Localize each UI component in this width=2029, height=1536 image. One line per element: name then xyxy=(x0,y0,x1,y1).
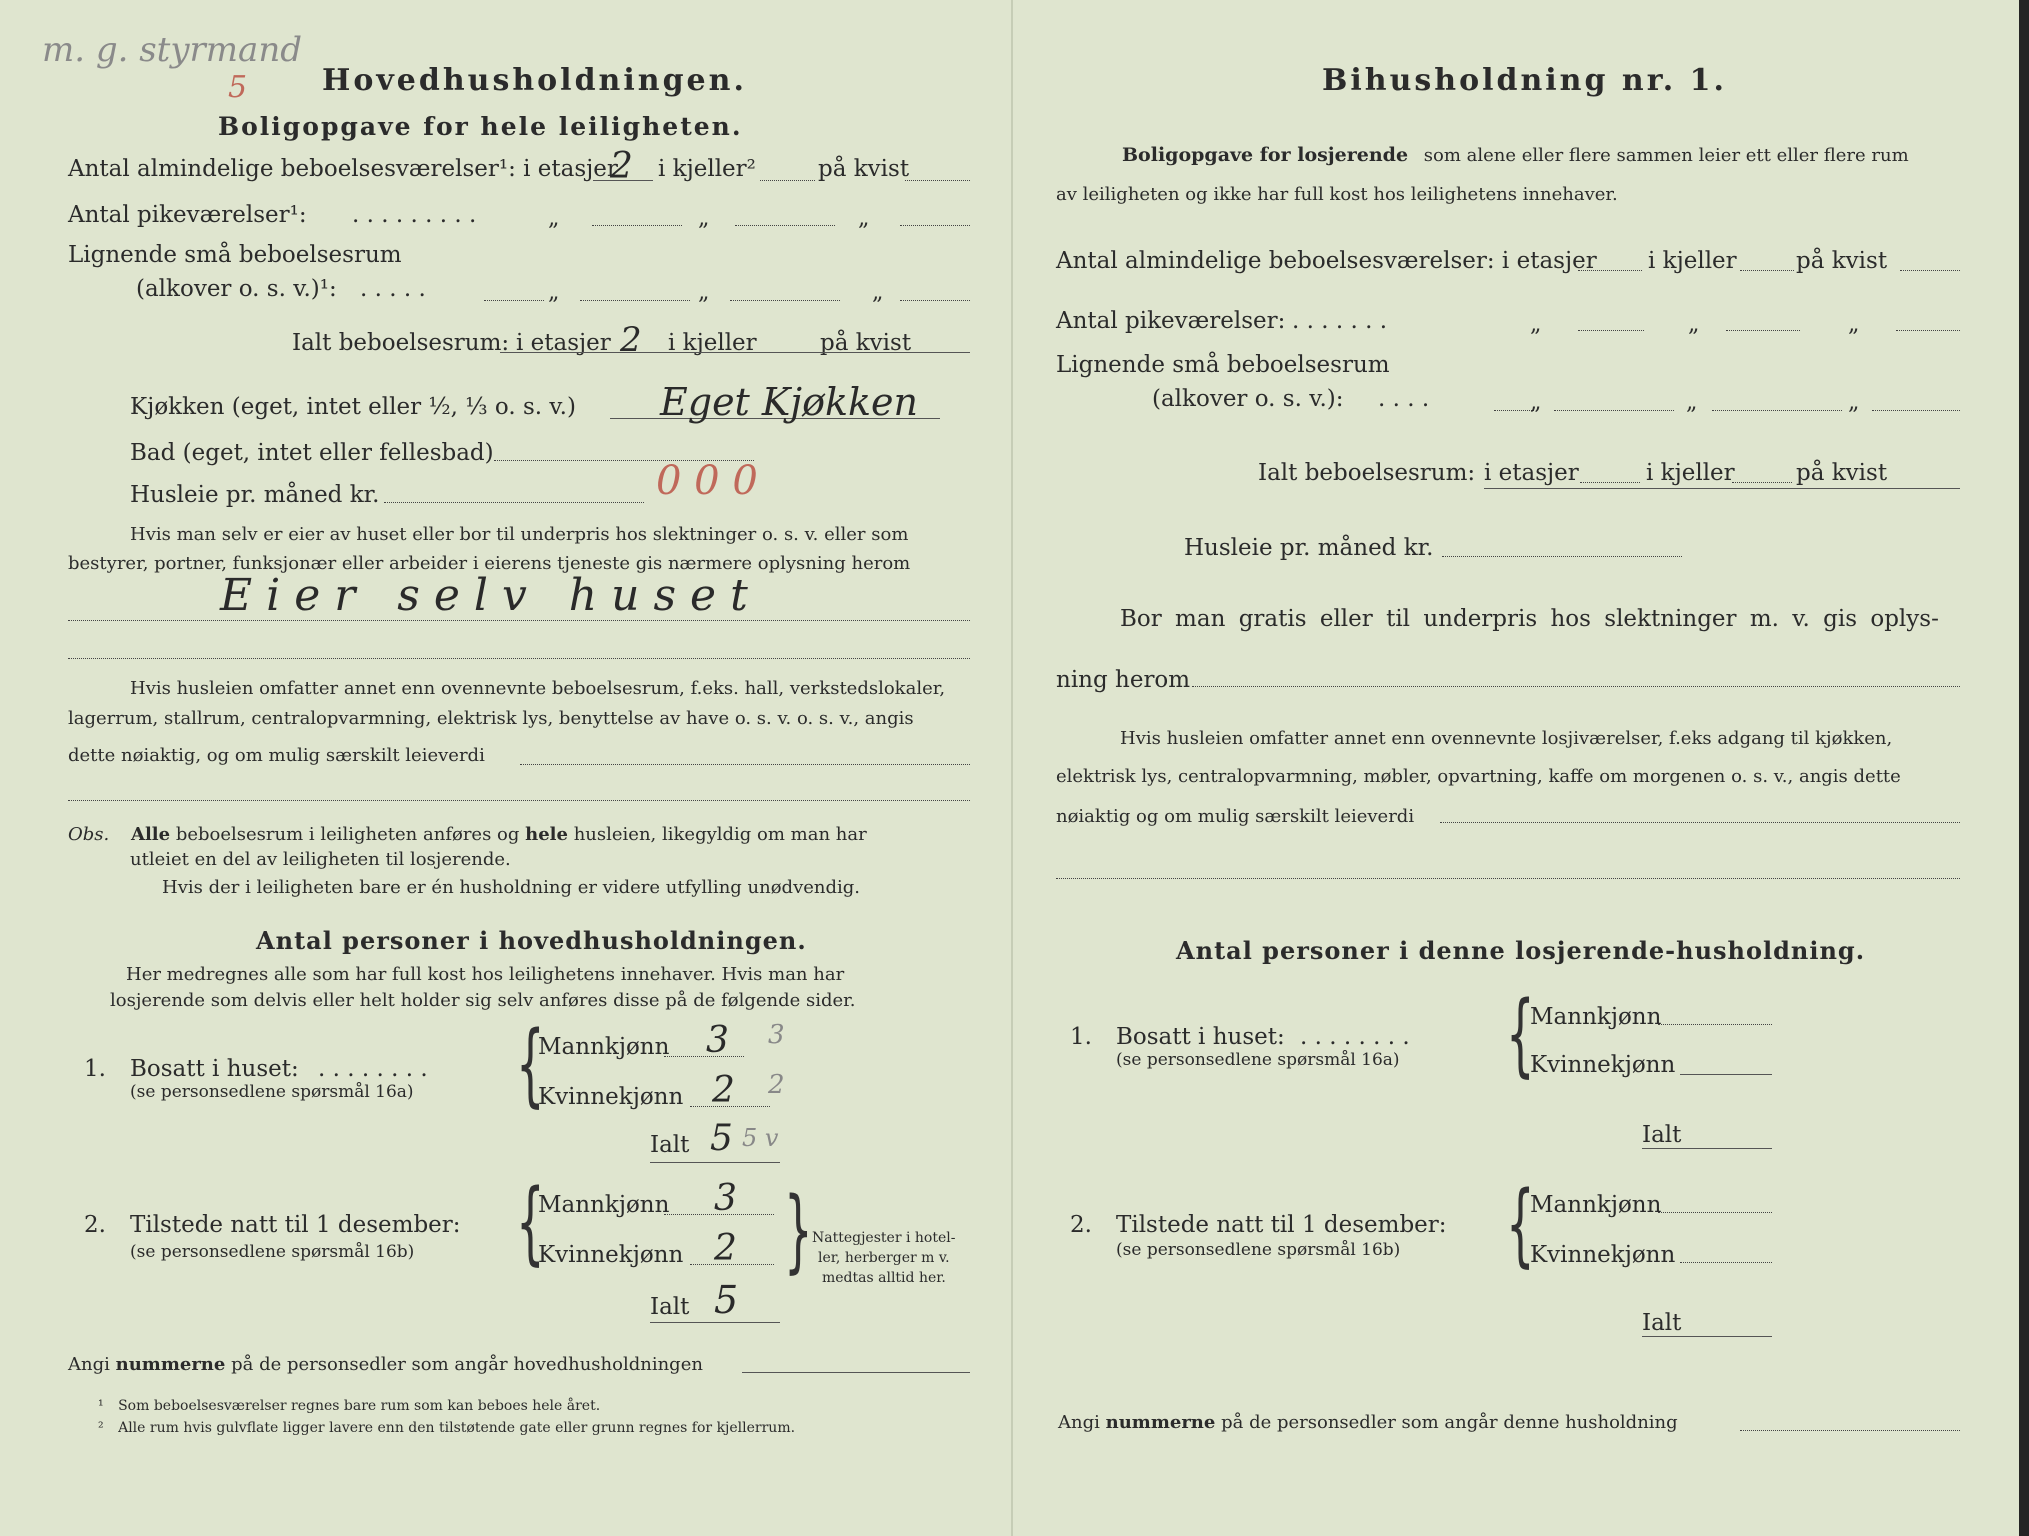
left-bosatt-label: Bosatt i huset: xyxy=(130,1056,299,1082)
left-row3-label: Lignende små beboelsesrum xyxy=(68,242,402,268)
right-tilstede-sub: (se personsedlene spørsmål 16b) xyxy=(1116,1240,1401,1260)
right-bosatt-sub: (se personsedlene spørsmål 16a) xyxy=(1116,1050,1400,1070)
left-obs-line-1 xyxy=(68,824,867,846)
left-eier-text-2: bestyrer, portner, funksjonær eller arbeider i eierens tjeneste gis nærmere oplysning herom xyxy=(68,553,911,574)
left-row3-ditto-1: „ xyxy=(548,280,560,305)
right-row3-ditto-2: „ xyxy=(1686,390,1698,415)
right-personer-title: Antal personer i denne losjerende-husholdning. xyxy=(1176,936,1866,965)
left-omfatter-2: lagerrum, stallrum, centralopvarmning, elektrisk lys, benyttelse av have o. s. v. o. s. v., angis xyxy=(68,708,914,729)
left-title: Hovedhusholdningen. xyxy=(322,63,747,98)
right-row2-label: Antal pikeværelser: xyxy=(1056,308,1286,334)
left-row2-dots: . . . . . . . . . xyxy=(352,202,477,228)
right-row4-etasjer-line xyxy=(1580,482,1640,483)
right-tilstede-ialt-line xyxy=(1642,1336,1772,1337)
right-row3-label: Lignende små beboelsesrum xyxy=(1056,352,1390,378)
left-bad-label: Bad (eget, intet eller fellesbad) xyxy=(130,440,494,466)
right-omfatter-2: elektrisk lys, centralopvarmning, møbler, opvartning, kaffe om morgenen o. s. v., angis dette xyxy=(1056,766,1901,787)
right-bosatt-ialt-label: Ialt xyxy=(1642,1122,1682,1148)
right-row4-kvist-label: på kvist xyxy=(1796,460,1888,486)
right-row3-dots: . . . . xyxy=(1378,386,1430,412)
right-row1-kjeller-label: i kjeller xyxy=(1648,248,1737,274)
left-obs-alle: Alle xyxy=(130,824,171,845)
left-omfatter-line-2 xyxy=(68,800,970,801)
left-bosatt-mann-label: Mannkjønn xyxy=(538,1034,670,1060)
left-row2-ditto-3: „ xyxy=(858,206,870,231)
left-row3-label-sub: (alkover o. s. v.)¹: xyxy=(136,276,337,302)
right-row1-etasjer-line xyxy=(1578,270,1642,271)
left-tilstede-mann-value: 3 xyxy=(714,1178,737,1219)
left-tilstede-kvinne-label: Kvinnekjønn xyxy=(538,1242,684,1268)
left-footnote-2 xyxy=(98,1420,795,1436)
right-gratis-1: Bor man gratis eller til underpris hos slektninger m. v. gis oplys- xyxy=(1120,606,1939,632)
right-husleie-label: Husleie pr. måned kr. xyxy=(1184,535,1434,561)
left-row3-line-0 xyxy=(484,300,544,301)
left-footnote-2-num: ² xyxy=(98,1420,104,1436)
right-husleie-line xyxy=(1442,556,1682,557)
left-obs-hele: hele xyxy=(525,824,568,845)
right-angi-a: Angi xyxy=(1058,1412,1100,1433)
left-row1-kjeller-label: i kjeller² xyxy=(658,156,756,182)
left-husleie-line xyxy=(384,502,644,503)
right-bosatt-kvinne-label: Kvinnekjønn xyxy=(1530,1052,1676,1078)
left-angi-text xyxy=(68,1354,703,1376)
right-angi-nummerne: nummerne xyxy=(1105,1412,1216,1433)
left-subtitle: Boligopgave for hele leiligheten. xyxy=(218,112,743,141)
left-row3-ditto-3: „ xyxy=(872,280,884,305)
left-omfatter-line-1 xyxy=(520,764,970,765)
left-bosatt-kvinne-value: 2 xyxy=(712,1070,735,1111)
left-kjokken-value: Eget Kjøkken xyxy=(660,380,918,424)
right-row2-dots: . . . . . . . xyxy=(1292,308,1388,334)
left-angi-line xyxy=(742,1372,970,1373)
right-bosatt-mann-label: Mannkjønn xyxy=(1530,1004,1662,1030)
right-gratis-line xyxy=(1192,686,1960,687)
left-tilstede-ialt-label: Ialt xyxy=(650,1294,690,1320)
left-row3-line-1 xyxy=(580,300,690,301)
left-omfatter-1: Hvis husleien omfatter annet enn ovennevnte beboelsesrum, f.eks. hall, verkstedslokaler, xyxy=(130,678,946,699)
right-omfatter-line-1 xyxy=(1440,822,1960,823)
left-footnote-1 xyxy=(98,1398,600,1414)
left-row4-etasjer-label: i etasjer xyxy=(516,330,611,356)
left-obs-text-a: beboelsesrum i leiligheten anføres og xyxy=(175,824,520,845)
left-bosatt-num: 1. xyxy=(84,1056,106,1082)
left-bosatt-sub: (se personsedlene spørsmål 16a) xyxy=(130,1082,414,1102)
right-row2-ditto-2: „ xyxy=(1688,312,1700,337)
right-row2-line-2 xyxy=(1726,330,1800,331)
left-eier-line-1 xyxy=(68,620,970,621)
left-row2-label: Antal pikeværelser¹: xyxy=(68,202,307,228)
right-angi-c: på de personsedler som angår denne husholdning xyxy=(1221,1412,1678,1433)
left-tilstede-kvinne-value: 2 xyxy=(714,1228,737,1269)
right-tilstede-ialt-label: Ialt xyxy=(1642,1310,1682,1336)
left-angi-c: på de personsedler som angår hovedhusholdningen xyxy=(231,1354,703,1375)
left-obs-label: Obs. xyxy=(68,824,110,845)
right-omfatter-line-2 xyxy=(1056,878,1960,879)
right-row1-kjeller-line xyxy=(1740,270,1794,271)
left-footnote-2-text: Alle rum hvis gulvflate ligger lavere enn den tilstøtende gate eller grunn regnes for kjellerrum. xyxy=(118,1420,796,1436)
right-tilstede-kvinne-line xyxy=(1680,1262,1772,1263)
left-eier-line-2 xyxy=(68,658,970,659)
right-intro-rest: som alene eller flere sammen leier ett eller flere rum xyxy=(1423,145,1909,166)
right-row3-label-sub: (alkover o. s. v.): xyxy=(1152,386,1344,412)
left-tilstede-sub: (se personsedlene spørsmål 16b) xyxy=(130,1242,415,1262)
left-tilstede-note-3: medtas alltid her. xyxy=(822,1270,946,1286)
left-row2-ditto-2: „ xyxy=(698,206,710,231)
right-row2-ditto-3: „ xyxy=(1848,312,1860,337)
left-tilstede-brace-right: } xyxy=(784,1178,813,1283)
right-omfatter-3: nøiaktig og om mulig særskilt leieverdi xyxy=(1056,806,1415,827)
left-personer-title: Antal personer i hovedhusholdningen. xyxy=(256,926,807,955)
left-row2-line-2 xyxy=(735,225,835,226)
right-row1-kvist-label: på kvist xyxy=(1796,248,1888,274)
left-row3-line-2 xyxy=(730,300,840,301)
left-husleie-label: Husleie pr. måned kr. xyxy=(130,482,380,508)
right-omfatter-1: Hvis husleien omfatter annet enn ovennevnte losjiværelser, f.eks adgang til kjøkken, xyxy=(1120,728,1893,749)
left-footnote-1-text: Som beboelsesværelser regnes bare rum som kan beboes hele året. xyxy=(118,1398,601,1414)
right-bosatt-ialt-line xyxy=(1642,1148,1772,1149)
left-tilstede-num: 2. xyxy=(84,1212,106,1238)
left-tilstede-mann-label: Mannkjønn xyxy=(538,1192,670,1218)
right-title: Bihusholdning nr. 1. xyxy=(1322,63,1727,98)
right-tilstede-num: 2. xyxy=(1070,1212,1092,1238)
right-tilstede-brace: { xyxy=(1506,1172,1535,1277)
right-row3-line-0 xyxy=(1494,410,1534,411)
left-row3-ditto-2: „ xyxy=(698,280,710,305)
left-omfatter-3: dette nøiaktig, og om mulig særskilt leieverdi xyxy=(68,745,485,766)
left-eier-value: Eier selv huset xyxy=(220,570,762,621)
left-row2-line-1 xyxy=(592,225,682,226)
left-tilstede-ialt-line xyxy=(650,1322,780,1323)
right-intro-1 xyxy=(1122,144,1909,167)
right-bosatt-num: 1. xyxy=(1070,1024,1092,1050)
left-row1-kvist-line xyxy=(905,180,970,181)
right-row3-line-1 xyxy=(1554,410,1674,411)
right-bosatt-dots: . . . . . . . . xyxy=(1300,1024,1410,1050)
left-row3-line-3 xyxy=(900,300,970,301)
left-bosatt-mann-check: 3 xyxy=(768,1020,785,1050)
right-row2-line-1 xyxy=(1578,330,1644,331)
right-row3-line-3 xyxy=(1872,410,1960,411)
right-row1-kvist-line xyxy=(1900,270,1960,271)
left-row4-kvist-label: på kvist xyxy=(820,330,912,356)
page-fold xyxy=(1011,0,1013,1536)
handwritten-red-number: 5 xyxy=(228,70,248,105)
left-bosatt-mann-value: 3 xyxy=(706,1020,729,1061)
right-angi-text xyxy=(1058,1412,1678,1434)
handwritten-occupation-note: m. g. styrmand xyxy=(42,30,302,70)
left-row4-underline xyxy=(500,352,970,353)
left-tilstede-brace: { xyxy=(516,1170,545,1275)
right-row4-label: Ialt beboelsesrum: xyxy=(1258,460,1476,486)
left-bosatt-ialt-label: Ialt xyxy=(650,1132,690,1158)
left-row1-etasjer-value: 2 xyxy=(610,146,633,187)
left-obs-text-b: husleien, likegyldig om man har xyxy=(573,824,867,845)
right-tilstede-kvinne-label: Kvinnekjønn xyxy=(1530,1242,1676,1268)
left-tilstede-ialt-value: 5 xyxy=(714,1278,739,1322)
right-row2-line-3 xyxy=(1896,330,1960,331)
left-bosatt-mann-line xyxy=(664,1056,744,1057)
left-angi-nummerne: nummerne xyxy=(115,1354,226,1375)
right-tilstede-mann-line xyxy=(1658,1212,1772,1213)
right-bosatt-label: Bosatt i huset: xyxy=(1116,1024,1285,1050)
right-intro-2: av leiligheten og ikke har full kost hos leilighetens innehaver. xyxy=(1056,184,1618,205)
left-row2-line-3 xyxy=(900,225,970,226)
right-row3-ditto-1: „ xyxy=(1530,390,1542,415)
left-bosatt-brace: { xyxy=(516,1012,545,1117)
left-angi-a: Angi xyxy=(68,1354,110,1375)
left-bosatt-kvinne-label: Kvinnekjønn xyxy=(538,1084,684,1110)
left-row1-label: Antal almindelige beboelsesværelser¹: i etasjer xyxy=(68,156,618,182)
right-row4-kjeller-label: i kjeller xyxy=(1646,460,1735,486)
right-bosatt-brace: { xyxy=(1506,982,1535,1087)
left-row4-kjeller-label: i kjeller xyxy=(668,330,757,356)
left-kjokken-label: Kjøkken (eget, intet eller ½, ⅓ o. s. v.) xyxy=(130,394,576,420)
right-row2-ditto-1: „ xyxy=(1530,312,1542,337)
right-row4-underline xyxy=(1484,488,1960,489)
right-tilstede-label: Tilstede natt til 1 desember: xyxy=(1116,1212,1447,1238)
left-row1-kvist-label: på kvist xyxy=(818,156,910,182)
left-tilstede-note-2: ler, herberger m v. xyxy=(818,1250,950,1266)
left-row2-ditto-1: „ xyxy=(548,206,560,231)
left-bosatt-ialt-line xyxy=(650,1162,780,1163)
right-gratis-2: ning herom xyxy=(1056,667,1191,693)
left-obs-line-3: Hvis der i leiligheten bare er én husholdning er videre utfylling unødvendig. xyxy=(162,877,861,898)
left-tilstede-label: Tilstede natt til 1 desember: xyxy=(130,1212,461,1238)
right-bosatt-kvinne-line xyxy=(1680,1074,1772,1075)
left-bosatt-dots: . . . . . . . . xyxy=(318,1056,428,1082)
left-row4-label: Ialt beboelsesrum: xyxy=(292,330,510,356)
right-row1-label: Antal almindelige beboelsesværelser: i etasjer xyxy=(1056,248,1597,274)
right-row3-ditto-3: „ xyxy=(1848,390,1860,415)
left-bosatt-ialt-check: 5 v xyxy=(742,1124,779,1152)
left-obs-line-2: utleiet en del av leiligheten til losjerende. xyxy=(130,849,511,870)
left-tilstede-note-1: Nattegjester i hotel- xyxy=(812,1230,956,1246)
right-row3-line-2 xyxy=(1712,410,1842,411)
left-row3-dots: . . . . . xyxy=(360,276,426,302)
right-bosatt-mann-line xyxy=(1658,1024,1772,1025)
left-personer-text-2: losjerende som delvis eller helt holder sig selv anføres disse på de følgende sider. xyxy=(110,990,856,1011)
left-row1-kjeller-line xyxy=(760,180,815,181)
left-bosatt-kvinne-check: 2 xyxy=(768,1070,785,1100)
scan-edge xyxy=(2019,0,2029,1536)
left-row4-etasjer-value: 2 xyxy=(620,320,642,360)
left-footnote-1-num: ¹ xyxy=(98,1398,104,1414)
left-eier-text-1: Hvis man selv er eier av huset eller bor til underpris hos slektninger o. s. v. eller som xyxy=(130,524,909,545)
left-husleie-value: 0 0 0 xyxy=(656,458,758,504)
right-angi-line xyxy=(1740,1430,1960,1431)
left-personer-text-1: Her medregnes alle som har full kost hos leilighetens innehaver. Hvis man har xyxy=(126,964,845,985)
right-row4-kjeller-line xyxy=(1732,482,1792,483)
left-bosatt-ialt-value: 5 xyxy=(710,1118,733,1159)
right-row4-etasjer-label: i etasjer xyxy=(1484,460,1579,486)
right-intro-bold: Boligopgave for losjerende xyxy=(1122,144,1409,166)
right-tilstede-mann-label: Mannkjønn xyxy=(1530,1192,1662,1218)
